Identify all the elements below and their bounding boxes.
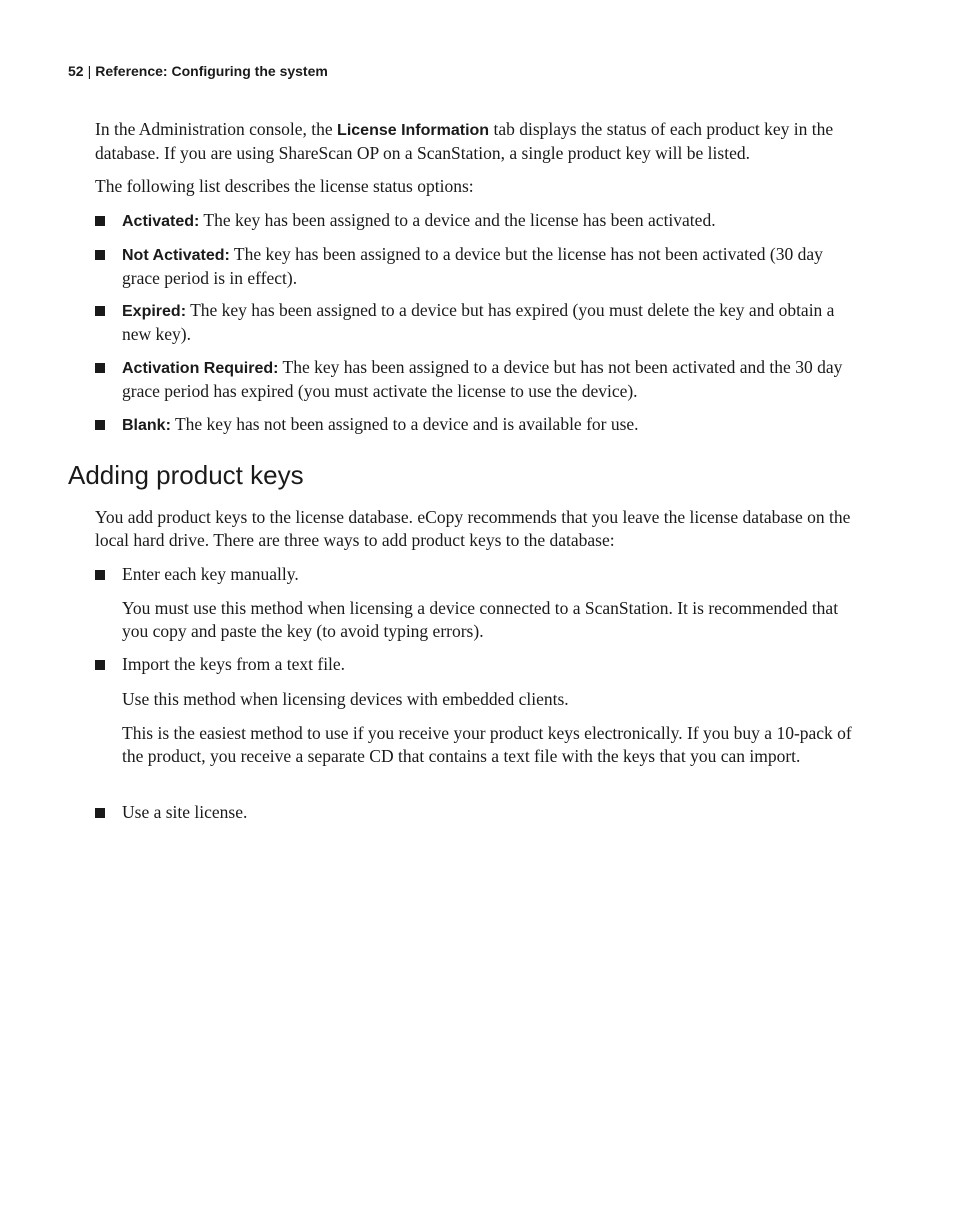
page-number: 52 xyxy=(68,63,84,79)
status-item-blank xyxy=(95,413,865,437)
status-item-not-activated xyxy=(95,243,865,290)
status-item-activation-required xyxy=(95,356,865,403)
intro-text-end: tab displays the status of each product key in the database. If you are using ShareScan OP on a ScanStation, a single product key will be listed. xyxy=(95,119,834,163)
status-term: Not Activated: xyxy=(122,247,230,264)
status-desc: The key has been assigned to a device but the license has not been activated (30 day grace period is in effect). xyxy=(122,244,823,288)
header-separator: | xyxy=(87,63,92,79)
status-term: Activated: xyxy=(122,213,200,230)
intro-paragraph xyxy=(95,118,865,165)
status-desc: The key has been assigned to a device and the license has been activated. xyxy=(199,210,716,230)
status-list-intro: The following list describes the license status options: xyxy=(95,176,474,196)
section-heading: Adding product keys xyxy=(68,460,304,490)
bullet-marker xyxy=(95,216,105,226)
method-manual-note: You must use this method when licensing a device connected to a ScanStation. It is recommended that you copy and paste the key (to avoid typing errors). xyxy=(122,598,839,641)
method-import-note-1: Use this method when licensing devices with embedded clients. xyxy=(122,689,569,709)
bullet-marker xyxy=(95,363,105,373)
status-desc: The key has not been assigned to a device and is available for use. xyxy=(170,414,639,434)
running-header xyxy=(68,63,328,79)
bullet-marker xyxy=(95,420,105,430)
section-intro: You add product keys to the license database. eCopy recommends that you leave the license database on the local hard drive. There are three ways to add product keys to the database: xyxy=(95,507,851,550)
bullet-marker xyxy=(95,306,105,316)
method-text: Use a site license. xyxy=(122,802,248,822)
status-term: Blank: xyxy=(122,417,171,434)
method-text: Enter each key manually. xyxy=(122,564,299,584)
intro-text-start: In the Administration console, the xyxy=(95,119,338,139)
header-section-title: Reference: Configuring the system xyxy=(95,63,328,79)
bullet-marker xyxy=(95,808,105,818)
method-item-site-license xyxy=(95,801,865,824)
bullet-marker xyxy=(95,250,105,260)
status-item-expired xyxy=(95,299,865,346)
status-term: Expired: xyxy=(122,303,187,320)
license-information-term: License Information xyxy=(337,122,490,139)
status-desc: The key has been assigned to a device but has expired (you must delete the key and obtain a new key). xyxy=(122,300,835,344)
method-text: Import the keys from a text file. xyxy=(122,654,346,674)
method-item-manual xyxy=(95,563,865,586)
status-desc: The key has been assigned to a device but has not been activated and the 30 day grace period has expired (you must activate the license to use the device). xyxy=(122,357,843,401)
bullet-marker xyxy=(95,660,105,670)
bullet-marker xyxy=(95,570,105,580)
method-item-import xyxy=(95,653,865,676)
status-term: Activation Required: xyxy=(122,360,279,377)
method-import-note-2: This is the easiest method to use if you receive your product keys electronically. If you buy a 10-pack of the product, you receive a separate CD that contains a text file with the keys that you can import. xyxy=(122,723,852,766)
status-item-activated xyxy=(95,209,865,233)
